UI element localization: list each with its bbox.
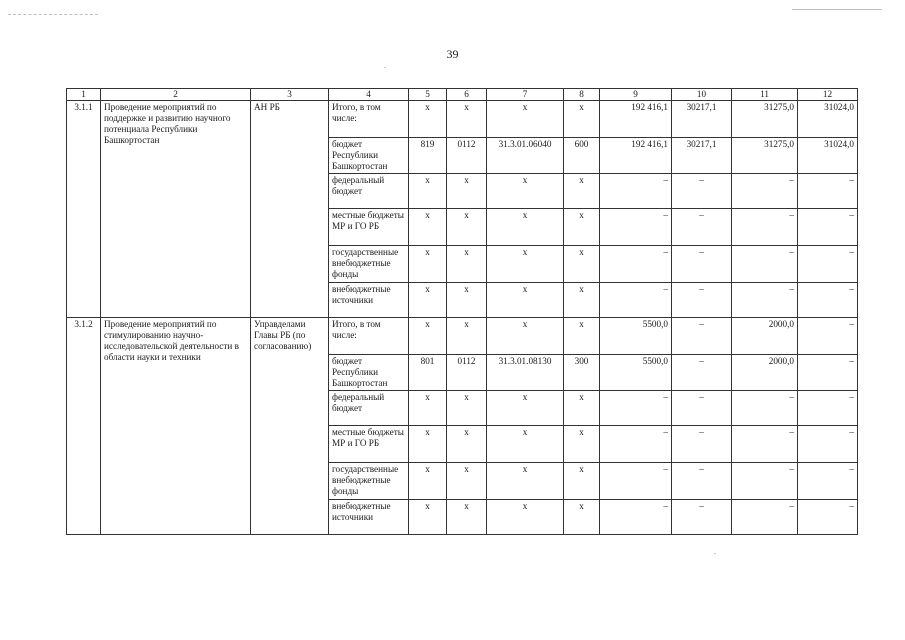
cell-total-amount: – — [600, 426, 672, 463]
cell-target-item-code: x — [487, 463, 564, 500]
cell-year2-amount: – — [732, 174, 798, 209]
cell-year1-amount: – — [672, 500, 732, 535]
cell-target-item-code: 31.3.01.06040 — [487, 138, 564, 174]
cell-year3-amount: – — [798, 463, 858, 500]
table-row — [67, 318, 858, 355]
cell-year2-amount: – — [732, 246, 798, 283]
cell-ministry-code: x — [409, 283, 447, 318]
cell-year3-amount: – — [798, 318, 858, 355]
cell-year1-amount: 30217,1 — [672, 101, 732, 138]
activity-code-cell: 3.1.2 — [67, 318, 101, 535]
cell-ministry-code: x — [409, 101, 447, 138]
column-number-cell: 7 — [487, 89, 564, 101]
column-number-cell: 3 — [251, 89, 329, 101]
cell-year1-amount: – — [672, 318, 732, 355]
cell-year2-amount: – — [732, 209, 798, 246]
cell-section-code: x — [447, 463, 487, 500]
cell-total-amount: 192 416,1 — [600, 101, 672, 138]
table-body — [67, 89, 858, 535]
cell-section-code: 0112 — [447, 355, 487, 391]
cell-ministry-code: x — [409, 318, 447, 355]
cell-target-item-code: x — [487, 174, 564, 209]
cell-year1-amount: – — [672, 355, 732, 391]
table-row — [67, 101, 858, 138]
cell-expense-type-code: 300 — [564, 355, 600, 391]
cell-year1-amount: – — [672, 246, 732, 283]
funding-source-cell: внебюджетные источники — [329, 500, 409, 535]
cell-year3-amount: 31024,0 — [798, 101, 858, 138]
activity-name-cell: Проведение мероприятий по стимулированию научно-исследовательской деятельности в области науки и техники — [101, 318, 251, 535]
cell-ministry-code: x — [409, 209, 447, 246]
executor-cell: АН РБ — [251, 101, 329, 318]
cell-year1-amount: – — [672, 174, 732, 209]
top-right-scan-mark — [792, 9, 882, 10]
program-funding-table — [66, 88, 858, 535]
funding-source-cell: бюджет Республики Башкортостан — [329, 138, 409, 174]
cell-target-item-code: 31.3.01.08130 — [487, 355, 564, 391]
cell-section-code: x — [447, 209, 487, 246]
cell-year3-amount: – — [798, 283, 858, 318]
funding-source-cell: государственные внебюджетные фонды — [329, 463, 409, 500]
cell-year1-amount: – — [672, 391, 732, 426]
cell-total-amount: – — [600, 174, 672, 209]
cell-section-code: x — [447, 500, 487, 535]
cell-section-code: x — [447, 391, 487, 426]
cell-total-amount: – — [600, 463, 672, 500]
cell-target-item-code: x — [487, 209, 564, 246]
cell-ministry-code: x — [409, 463, 447, 500]
cell-expense-type-code: x — [564, 426, 600, 463]
cell-section-code: x — [447, 318, 487, 355]
column-number-cell: 2 — [101, 89, 251, 101]
funding-source-cell: внебюджетные источники — [329, 283, 409, 318]
cell-expense-type-code: x — [564, 209, 600, 246]
cell-expense-type-code: x — [564, 246, 600, 283]
cell-year1-amount: – — [672, 463, 732, 500]
cell-ministry-code: 819 — [409, 138, 447, 174]
column-number-cell: 6 — [447, 89, 487, 101]
cell-total-amount: – — [600, 283, 672, 318]
cell-target-item-code: x — [487, 283, 564, 318]
cell-expense-type-code: 600 — [564, 138, 600, 174]
cell-target-item-code: x — [487, 246, 564, 283]
cell-total-amount: – — [600, 500, 672, 535]
column-number-cell: 12 — [798, 89, 858, 101]
funding-source-cell: федеральный бюджет — [329, 174, 409, 209]
cell-total-amount: – — [600, 209, 672, 246]
cell-year3-amount: – — [798, 246, 858, 283]
cell-year2-amount: 31275,0 — [732, 138, 798, 174]
cell-expense-type-code: x — [564, 391, 600, 426]
cell-ministry-code: x — [409, 174, 447, 209]
cell-ministry-code: x — [409, 246, 447, 283]
column-number-cell: 8 — [564, 89, 600, 101]
column-number-cell: 5 — [409, 89, 447, 101]
cell-target-item-code: x — [487, 500, 564, 535]
cell-year2-amount: – — [732, 426, 798, 463]
cell-ministry-code: x — [409, 500, 447, 535]
cell-year2-amount: 2000,0 — [732, 318, 798, 355]
cell-year3-amount: – — [798, 391, 858, 426]
cell-total-amount: 192 416,1 — [600, 138, 672, 174]
cell-year3-amount: – — [798, 174, 858, 209]
cell-target-item-code: x — [487, 101, 564, 138]
cell-year3-amount: 31024,0 — [798, 138, 858, 174]
cell-section-code: x — [447, 246, 487, 283]
cell-ministry-code: 801 — [409, 355, 447, 391]
cell-target-item-code: x — [487, 318, 564, 355]
scan-speck — [714, 553, 716, 554]
cell-expense-type-code: x — [564, 500, 600, 535]
column-number-cell: 9 — [600, 89, 672, 101]
cell-expense-type-code: x — [564, 283, 600, 318]
funding-source-cell: бюджет Республики Башкортостан — [329, 355, 409, 391]
cell-year2-amount: – — [732, 391, 798, 426]
cell-year3-amount: – — [798, 500, 858, 535]
cell-year2-amount: 31275,0 — [732, 101, 798, 138]
cell-target-item-code: x — [487, 426, 564, 463]
cell-section-code: x — [447, 283, 487, 318]
cell-total-amount: – — [600, 246, 672, 283]
column-number-cell: 11 — [732, 89, 798, 101]
cell-section-code: 0112 — [447, 138, 487, 174]
page-number: 39 — [446, 47, 459, 61]
cell-year1-amount: 30217,1 — [672, 138, 732, 174]
activity-code-cell: 3.1.1 — [67, 101, 101, 318]
funding-source-cell: Итого, в том числе: — [329, 318, 409, 355]
activity-name-cell: Проведение мероприятий по поддержке и развитию научного потенциала Республики Башкортостан — [101, 101, 251, 318]
scan-speck — [384, 67, 386, 68]
cell-ministry-code: x — [409, 391, 447, 426]
funding-source-cell: федеральный бюджет — [329, 391, 409, 426]
cell-expense-type-code: x — [564, 101, 600, 138]
cell-ministry-code: x — [409, 426, 447, 463]
column-number-cell: 10 — [672, 89, 732, 101]
cell-year1-amount: – — [672, 426, 732, 463]
funding-source-cell: местные бюджеты МР и ГО РБ — [329, 209, 409, 246]
cell-year2-amount: – — [732, 283, 798, 318]
cell-year3-amount: – — [798, 355, 858, 391]
cell-expense-type-code: x — [564, 463, 600, 500]
cell-year1-amount: – — [672, 283, 732, 318]
cell-total-amount: 5500,0 — [600, 318, 672, 355]
cell-total-amount: 5500,0 — [600, 355, 672, 391]
column-number-cell: 1 — [67, 89, 101, 101]
top-left-scan-mark — [8, 14, 98, 15]
cell-year1-amount: – — [672, 209, 732, 246]
cell-expense-type-code: x — [564, 174, 600, 209]
cell-section-code: x — [447, 426, 487, 463]
cell-year2-amount: 2000,0 — [732, 355, 798, 391]
cell-total-amount: – — [600, 391, 672, 426]
cell-target-item-code: x — [487, 391, 564, 426]
cell-year2-amount: – — [732, 463, 798, 500]
cell-year2-amount: – — [732, 500, 798, 535]
cell-section-code: x — [447, 101, 487, 138]
funding-source-cell: местные бюджеты МР и ГО РБ — [329, 426, 409, 463]
funding-source-cell: Итого, в том числе: — [329, 101, 409, 138]
column-number-cell: 4 — [329, 89, 409, 101]
cell-year3-amount: – — [798, 426, 858, 463]
cell-year3-amount: – — [798, 209, 858, 246]
executor-cell: Управделами Главы РБ (по согласованию) — [251, 318, 329, 535]
cell-expense-type-code: x — [564, 318, 600, 355]
cell-section-code: x — [447, 174, 487, 209]
column-number-header-row — [67, 89, 858, 101]
funding-source-cell: государственные внебюджетные фонды — [329, 246, 409, 283]
